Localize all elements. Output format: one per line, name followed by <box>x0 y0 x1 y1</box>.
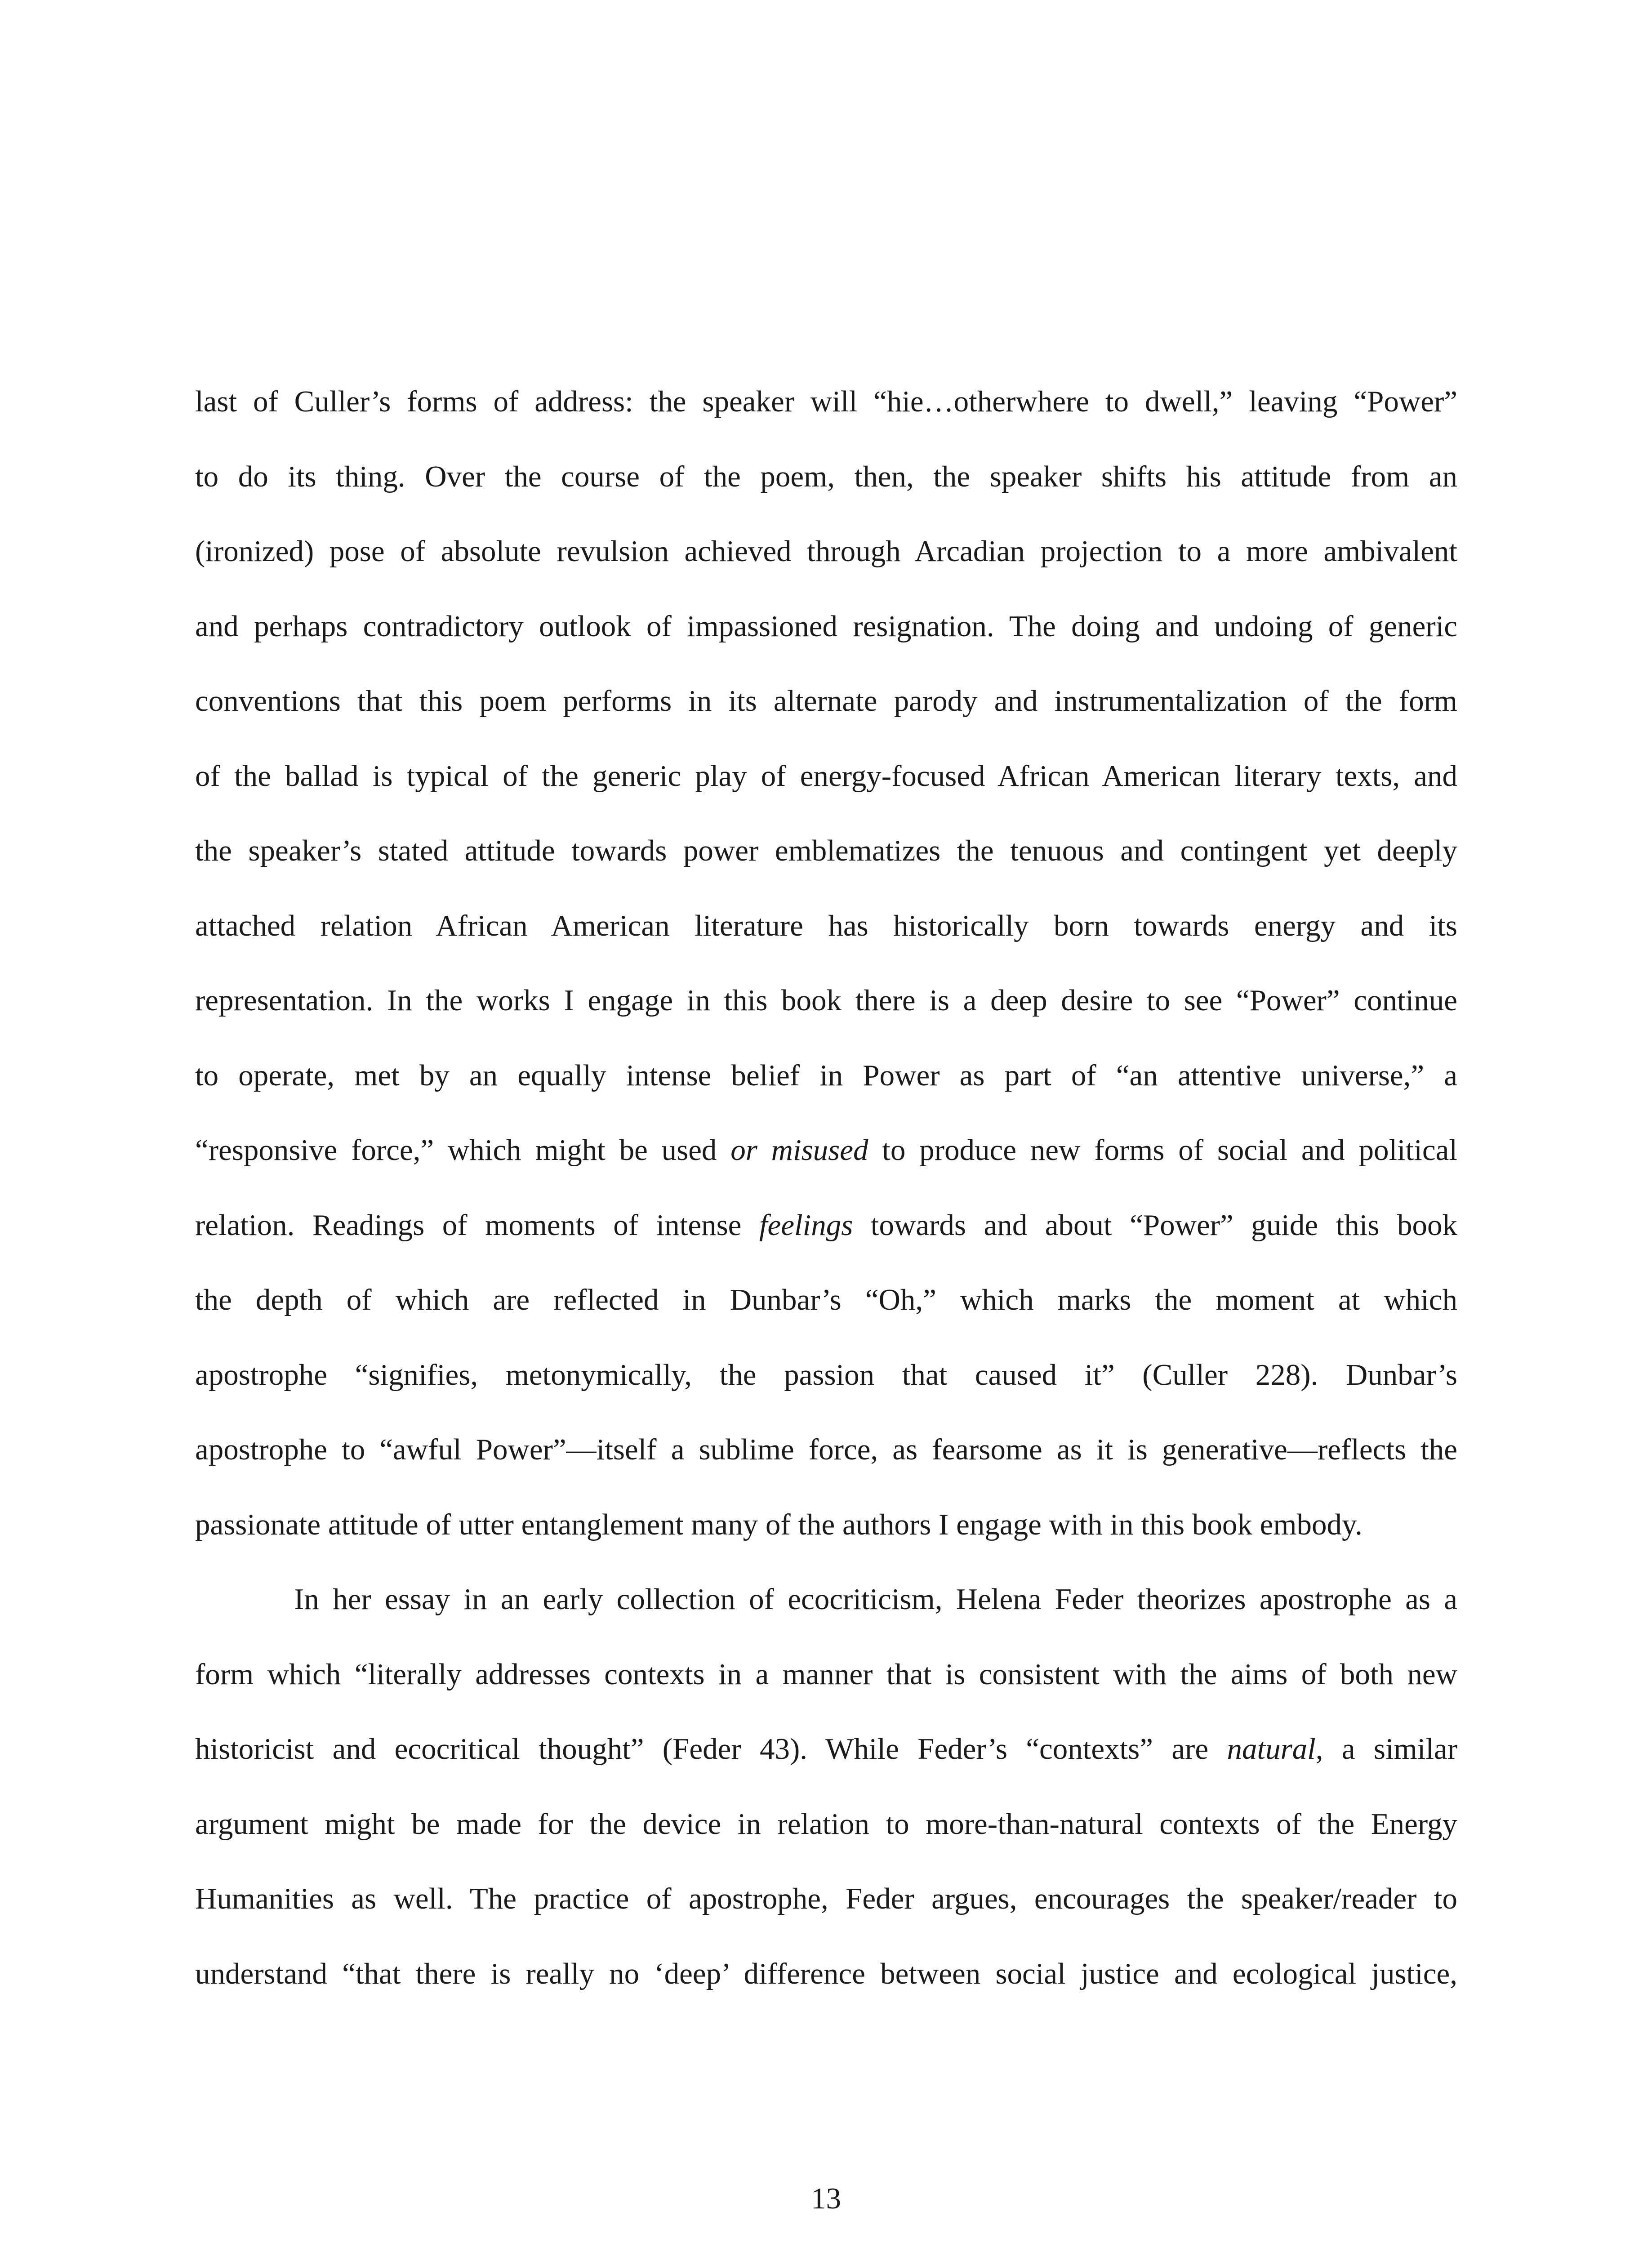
text-segment: conventions that this poem performs in its alternate parody and instrumentalization of the form <box>195 684 1457 718</box>
text-segment: relation. Readings of moments of intense <box>195 1208 759 1242</box>
text-line <box>195 1113 1457 1188</box>
text-line <box>195 1038 1457 1113</box>
text-line <box>195 739 1457 814</box>
text-segment: the depth of which are reflected in Dunbar’s “Oh,” which marks the moment at which <box>195 1283 1457 1316</box>
text-line <box>195 1188 1457 1263</box>
text-line <box>195 1787 1457 1862</box>
text-segment: argument might be made for the device in relation to more-than-natural contexts of the Energy <box>195 1807 1457 1841</box>
text-segment: (ironized) pose of absolute revulsion achieved through Arcadian projection to a more ambivalent <box>195 535 1457 568</box>
text-line <box>195 1412 1457 1487</box>
page-number: 13 <box>811 2182 841 2215</box>
text-segment: “responsive force,” which might be used <box>195 1133 731 1167</box>
text-segment: to operate, met by an equally intense belief in Power as part of “an attentive universe,” a <box>195 1058 1457 1092</box>
text-line <box>195 1562 1457 1637</box>
text-segment: towards and about “Power” guide this book <box>853 1208 1457 1242</box>
text-line <box>195 1262 1457 1338</box>
text-line <box>195 1338 1457 1413</box>
text-segment: the speaker’s stated attitude towards power emblematizes the tenuous and contingent yet deeply <box>195 834 1457 867</box>
text-segment: historicist and ecocritical thought” (Feder 43). While Feder’s “contexts” are <box>195 1732 1227 1766</box>
text-line <box>195 664 1457 739</box>
text-segment: , a similar <box>1315 1732 1457 1766</box>
text-segment: understand “that there is really no ‘deep’ difference between social justice and ecological justice, <box>195 1957 1457 1990</box>
italic-text: or misused <box>730 1133 868 1167</box>
italic-text: feelings <box>759 1208 853 1242</box>
body-text <box>195 364 1457 2011</box>
text-line <box>195 514 1457 589</box>
text-segment: form which “literally addresses contexts in a manner that is consistent with the aims of both new <box>195 1657 1457 1691</box>
text-line <box>195 813 1457 888</box>
text-line <box>195 963 1457 1038</box>
text-line <box>195 364 1457 439</box>
text-segment: to do its thing. Over the course of the poem, then, the speaker shifts his attitude from an <box>195 459 1457 493</box>
text-line <box>195 1712 1457 1787</box>
text-line <box>195 1487 1457 1562</box>
text-segment: of the ballad is typical of the generic play of energy-focused African American literary texts, and <box>195 759 1457 793</box>
text-line <box>195 1936 1457 2012</box>
text-segment: apostrophe “signifies, metonymically, the passion that caused it” (Culler 228). Dunbar’s <box>195 1358 1457 1392</box>
text-segment: to produce new forms of social and political <box>868 1133 1457 1167</box>
text-line <box>195 888 1457 963</box>
text-segment: last of Culler’s forms of address: the speaker will “hie…otherwhere to dwell,” leaving “Power” <box>195 385 1457 418</box>
text-line <box>195 589 1457 664</box>
text-line <box>195 1861 1457 1936</box>
text-segment: passionate attitude of utter entanglement many of the authors I engage with in this book embody. <box>195 1508 1363 1541</box>
text-line <box>195 1637 1457 1712</box>
italic-text: natural <box>1227 1732 1316 1766</box>
text-line <box>195 439 1457 514</box>
text-segment: attached relation African American literature has historically born towards energy and its <box>195 909 1457 942</box>
text-segment: Humanities as well. The practice of apostrophe, Feder argues, encourages the speaker/reader to <box>195 1882 1457 1915</box>
text-segment: and perhaps contradictory outlook of impassioned resignation. The doing and undoing of generic <box>195 609 1457 643</box>
text-segment: In her essay in an early collection of ecocriticism, Helena Feder theorizes apostrophe as a <box>294 1583 1457 1616</box>
text-segment: apostrophe to “awful Power”—itself a sublime force, as fearsome as it is generative—reflects the <box>195 1433 1457 1466</box>
text-segment: representation. In the works I engage in this book there is a deep desire to see “Power” continue <box>195 984 1457 1017</box>
